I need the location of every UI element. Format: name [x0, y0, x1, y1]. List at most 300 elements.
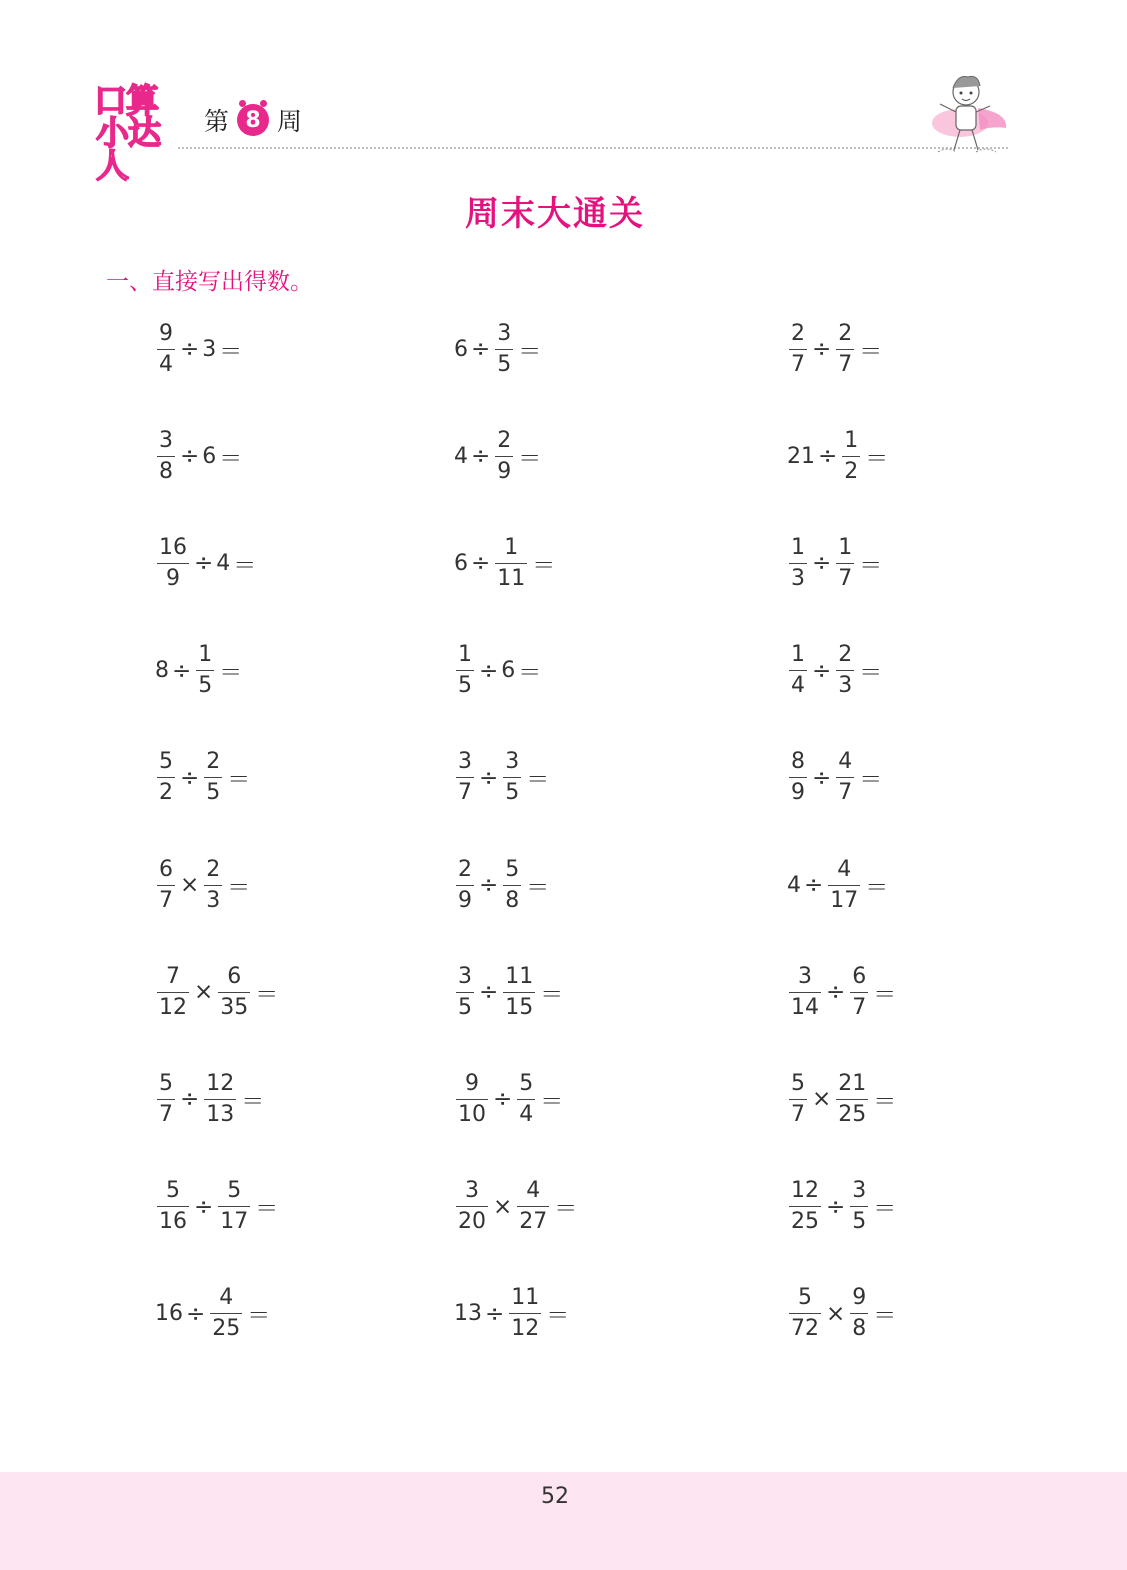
- denominator: 5: [505, 780, 520, 806]
- numerator: 6: [852, 963, 867, 989]
- problem-10-3: [786, 1284, 898, 1344]
- fraction: [503, 857, 521, 914]
- equals-sign: ＝: [865, 445, 889, 472]
- problem-4-3: [786, 641, 884, 701]
- fraction: [210, 1285, 242, 1342]
- problem-10-2: [453, 1284, 571, 1344]
- fraction-bar: [789, 777, 807, 778]
- fraction-bar: [509, 1313, 541, 1314]
- denominator: 4: [791, 673, 805, 699]
- equals-sign: ＝: [526, 874, 550, 901]
- equals-sign: ＝: [518, 445, 542, 472]
- problem-9-2: [453, 1177, 579, 1237]
- multiply-sign: ×: [493, 1193, 513, 1220]
- numerator: 1: [838, 534, 853, 560]
- denominator: 8: [852, 1316, 867, 1342]
- denominator: 25: [838, 1101, 867, 1127]
- equals-sign: ＝: [247, 1303, 271, 1330]
- fraction: [517, 1178, 549, 1235]
- logo-line-2: 小达人: [96, 113, 160, 185]
- problem-2-2: [453, 426, 543, 486]
- divide-sign: ÷: [804, 872, 824, 898]
- numerator: 2: [458, 856, 472, 882]
- whole-number: 6: [454, 336, 468, 362]
- fraction-bar: [789, 349, 807, 350]
- equals-sign: ＝: [859, 338, 883, 365]
- week-prefix: 第: [204, 107, 230, 136]
- fraction-bar: [157, 885, 175, 886]
- denominator: 5: [852, 1209, 867, 1235]
- whole-number: 6: [501, 658, 516, 684]
- fraction: [456, 857, 474, 914]
- numerator: 1: [791, 534, 805, 560]
- numerator: 3: [852, 1178, 867, 1204]
- problem-5-1: [154, 748, 252, 808]
- equals-sign: ＝: [526, 767, 550, 794]
- denominator: 7: [838, 351, 853, 377]
- fraction-bar: [210, 1313, 242, 1314]
- whole-number: 4: [787, 872, 801, 898]
- divide-sign: ÷: [812, 550, 832, 577]
- fraction-bar: [836, 670, 854, 671]
- denominator: 3: [206, 887, 221, 913]
- fraction: [789, 535, 807, 592]
- fraction-bar: [196, 670, 214, 671]
- divide-sign: ÷: [194, 1193, 214, 1220]
- multiply-sign: ×: [194, 979, 214, 1006]
- fraction-bar: [836, 349, 854, 350]
- numerator: 2: [206, 856, 221, 882]
- fraction-bar: [503, 992, 535, 993]
- fraction-bar: [789, 1206, 821, 1207]
- denominator: 14: [791, 994, 819, 1020]
- problem-5-2: [453, 748, 551, 808]
- denominator: 5: [458, 994, 472, 1020]
- fraction: [789, 642, 807, 699]
- problem-9-1: [154, 1177, 280, 1237]
- fraction-bar: [456, 885, 474, 886]
- problem-2-1: [154, 426, 244, 486]
- denominator: 13: [206, 1101, 235, 1127]
- fraction: [204, 1071, 236, 1128]
- fraction-bar: [517, 1099, 535, 1100]
- fraction: [850, 1285, 868, 1342]
- denominator: 4: [159, 351, 173, 377]
- fraction: [789, 1071, 807, 1128]
- numerator: 5: [159, 1070, 173, 1096]
- fraction: [495, 428, 513, 485]
- numerator: 5: [791, 1070, 805, 1096]
- multiply-sign: ×: [180, 872, 200, 898]
- equals-sign: ＝: [873, 981, 897, 1008]
- fraction: [789, 1178, 821, 1235]
- whole-number: 4: [454, 443, 468, 469]
- denominator: 7: [791, 351, 805, 377]
- problem-4-2: [453, 641, 543, 701]
- fraction: [157, 1071, 175, 1128]
- problem-6-3: [786, 855, 890, 915]
- equals-sign: ＝: [219, 338, 243, 365]
- equals-sign: ＝: [241, 1088, 265, 1115]
- fraction: [789, 964, 821, 1021]
- denominator: 9: [497, 458, 512, 484]
- denominator: 9: [458, 887, 472, 913]
- denominator: 7: [838, 780, 853, 806]
- divide-sign: ÷: [818, 443, 838, 470]
- whole-number: 21: [787, 443, 815, 469]
- denominator: 7: [791, 1101, 805, 1127]
- numerator: 12: [791, 1178, 819, 1204]
- denominator: 72: [791, 1316, 819, 1342]
- problem-7-2: [453, 962, 565, 1022]
- fraction: [850, 964, 868, 1021]
- denominator: 5: [497, 351, 512, 377]
- fraction: [157, 749, 175, 806]
- fraction-bar: [157, 456, 175, 457]
- denominator: 8: [159, 458, 173, 484]
- numerator: 3: [458, 963, 472, 989]
- numerator: 1: [504, 534, 519, 560]
- fraction: [157, 964, 189, 1021]
- fraction: [218, 964, 250, 1021]
- fraction: [517, 1071, 535, 1128]
- denominator: 7: [852, 994, 867, 1020]
- multiply-sign: ×: [812, 1086, 832, 1113]
- fraction-bar: [456, 670, 474, 671]
- denominator: 15: [505, 994, 534, 1020]
- numerator: 3: [798, 963, 812, 989]
- equals-sign: ＝: [859, 660, 883, 687]
- fraction: [850, 1178, 868, 1235]
- fraction: [157, 857, 175, 914]
- fraction-bar: [157, 1099, 175, 1100]
- equals-sign: ＝: [219, 445, 243, 472]
- equals-sign: ＝: [227, 874, 251, 901]
- numerator: 4: [526, 1178, 541, 1204]
- denominator: 8: [505, 887, 520, 913]
- fraction-bar: [456, 992, 474, 993]
- fraction-bar: [517, 1206, 549, 1207]
- divide-sign: ÷: [812, 657, 832, 684]
- numerator: 16: [159, 534, 187, 560]
- numerator: 2: [791, 320, 805, 346]
- equals-sign: ＝: [255, 1196, 279, 1223]
- equals-sign: ＝: [859, 552, 883, 579]
- numerator: 6: [159, 856, 173, 882]
- problem-5-3: [786, 748, 884, 808]
- denominator: 2: [159, 780, 173, 806]
- fraction: [157, 535, 189, 592]
- fraction-bar: [836, 563, 854, 564]
- numerator: 3: [458, 749, 472, 775]
- fraction-bar: [218, 1206, 250, 1207]
- fraction-bar: [836, 1099, 868, 1100]
- numerator: 3: [465, 1178, 479, 1204]
- fraction-bar: [456, 1206, 488, 1207]
- problem-3-2: [453, 533, 557, 593]
- divide-sign: ÷: [485, 1300, 505, 1327]
- numerator: 4: [838, 749, 853, 775]
- problem-9-3: [786, 1177, 898, 1237]
- fraction-bar: [204, 777, 222, 778]
- fraction: [456, 642, 474, 699]
- numerator: 7: [166, 963, 180, 989]
- equals-sign: ＝: [518, 338, 542, 365]
- whole-number: 13: [454, 1301, 482, 1327]
- fraction: [503, 749, 521, 806]
- fraction: [157, 1178, 189, 1235]
- divide-sign: ÷: [180, 336, 200, 362]
- fraction: [509, 1285, 541, 1342]
- divide-sign: ÷: [186, 1300, 206, 1327]
- problem-6-1: [154, 855, 252, 915]
- numerator: 11: [505, 963, 534, 989]
- equals-sign: ＝: [518, 660, 542, 687]
- denominator: 4: [519, 1101, 534, 1127]
- divide-sign: ÷: [479, 764, 499, 791]
- page-title: 周末大通关: [465, 194, 645, 234]
- equals-sign: ＝: [873, 1088, 897, 1115]
- equals-sign: ＝: [865, 874, 889, 901]
- numerator: 1: [458, 642, 472, 668]
- problem-3-1: [154, 533, 258, 593]
- divide-sign: ÷: [194, 550, 214, 577]
- divide-sign: ÷: [180, 1086, 200, 1113]
- divide-sign: ÷: [479, 979, 499, 1006]
- numerator: 9: [852, 1285, 867, 1311]
- whole-number: 16: [155, 1301, 183, 1327]
- week-suffix: 周: [277, 107, 303, 136]
- numerator: 5: [227, 1178, 242, 1204]
- numerator: 6: [227, 963, 242, 989]
- week-number-badge: 8: [237, 104, 269, 136]
- denominator: 16: [159, 1209, 187, 1235]
- fraction: [836, 749, 854, 806]
- fraction-bar: [157, 349, 175, 350]
- fraction: [495, 535, 527, 592]
- problem-8-2: [453, 1069, 565, 1129]
- denominator: 12: [511, 1316, 540, 1342]
- logo-line-1: 口算: [94, 81, 158, 120]
- mascot-illustration: [918, 68, 1018, 160]
- problem-7-1: [154, 962, 280, 1022]
- denominator: 35: [220, 994, 249, 1020]
- fraction: [836, 535, 854, 592]
- numerator: 5: [798, 1285, 812, 1311]
- denominator: 9: [791, 780, 805, 806]
- fraction-bar: [836, 777, 854, 778]
- fraction: [842, 428, 860, 485]
- denominator: 7: [159, 887, 173, 913]
- fraction-bar: [456, 1099, 488, 1100]
- numerator: 2: [497, 427, 512, 453]
- fraction-bar: [789, 670, 807, 671]
- denominator: 27: [519, 1209, 548, 1235]
- fraction-bar: [204, 1099, 236, 1100]
- numerator: 2: [838, 642, 853, 668]
- fraction: [456, 964, 474, 1021]
- fraction: [456, 749, 474, 806]
- equals-sign: ＝: [255, 981, 279, 1008]
- equals-sign: ＝: [227, 767, 251, 794]
- numerator: 3: [505, 749, 520, 775]
- divide-sign: ÷: [479, 657, 499, 684]
- fraction: [836, 642, 854, 699]
- fraction: [157, 321, 175, 378]
- denominator: 10: [458, 1101, 486, 1127]
- denominator: 20: [458, 1209, 486, 1235]
- fraction: [456, 1071, 488, 1128]
- fraction-bar: [503, 777, 521, 778]
- equals-sign: ＝: [873, 1196, 897, 1223]
- denominator: 17: [830, 887, 859, 913]
- numerator: 11: [511, 1285, 540, 1311]
- fraction-bar: [850, 992, 868, 993]
- fraction: [456, 1178, 488, 1235]
- denominator: 17: [220, 1209, 249, 1235]
- denominator: 5: [206, 780, 221, 806]
- equals-sign: ＝: [540, 981, 564, 1008]
- fraction: [204, 857, 222, 914]
- divide-sign: ÷: [826, 979, 846, 1006]
- equals-sign: ＝: [219, 660, 243, 687]
- numerator: 4: [837, 856, 852, 882]
- numerator: 5: [159, 749, 173, 775]
- fraction-bar: [789, 563, 807, 564]
- fraction-bar: [850, 1313, 868, 1314]
- numerator: 12: [206, 1070, 235, 1096]
- denominator: 11: [497, 565, 526, 591]
- fraction-bar: [789, 992, 821, 993]
- divide-sign: ÷: [180, 764, 200, 791]
- numerator: 9: [159, 320, 173, 346]
- fraction: [789, 749, 807, 806]
- denominator: 25: [212, 1316, 241, 1342]
- divide-sign: ÷: [826, 1193, 846, 1220]
- fraction-bar: [850, 1206, 868, 1207]
- problem-8-1: [154, 1069, 266, 1129]
- denominator: 3: [838, 673, 853, 699]
- equals-sign: ＝: [554, 1196, 578, 1223]
- section-heading: 一、直接写出得数。: [106, 269, 313, 295]
- fraction: [495, 321, 513, 378]
- fraction: [836, 1071, 868, 1128]
- denominator: 7: [838, 565, 853, 591]
- problem-2-3: [786, 426, 890, 486]
- week-label: [204, 102, 302, 138]
- divide-sign: ÷: [180, 443, 200, 470]
- equals-sign: ＝: [546, 1303, 570, 1330]
- fraction: [196, 642, 214, 699]
- denominator: 9: [166, 565, 180, 591]
- numerator: 2: [206, 749, 221, 775]
- divide-sign: ÷: [479, 872, 499, 898]
- fraction-bar: [789, 1313, 821, 1314]
- denominator: 3: [791, 565, 805, 591]
- numerator: 9: [465, 1070, 479, 1096]
- numerator: 5: [505, 856, 520, 882]
- fraction: [218, 1178, 250, 1235]
- header-divider: [178, 147, 1008, 149]
- fraction-bar: [503, 885, 521, 886]
- numerator: 2: [838, 320, 853, 346]
- numerator: 5: [519, 1070, 534, 1096]
- fraction: [836, 321, 854, 378]
- divide-sign: ÷: [493, 1086, 513, 1113]
- problem-8-3: [786, 1069, 898, 1129]
- problem-10-1: [154, 1284, 272, 1344]
- problem-4-1: [154, 641, 244, 701]
- whole-number: 6: [202, 443, 217, 469]
- equals-sign: ＝: [859, 767, 883, 794]
- numerator: 1: [844, 427, 859, 453]
- fraction-bar: [456, 777, 474, 778]
- fraction-bar: [157, 563, 189, 564]
- denominator: 7: [458, 780, 472, 806]
- problem-1-2: [453, 319, 543, 379]
- fraction: [789, 1285, 821, 1342]
- problem-3-3: [786, 533, 884, 593]
- denominator: 5: [458, 673, 472, 699]
- whole-number: 3: [202, 336, 217, 362]
- denominator: 12: [159, 994, 187, 1020]
- page-number: 52: [541, 1484, 569, 1509]
- problem-1-3: [786, 319, 884, 379]
- problem-7-3: [786, 962, 898, 1022]
- fraction-bar: [157, 1206, 189, 1207]
- numerator: 21: [838, 1070, 867, 1096]
- whole-number: 4: [216, 550, 231, 576]
- divide-sign: ÷: [471, 550, 491, 577]
- numerator: 4: [219, 1285, 234, 1311]
- divide-sign: ÷: [471, 443, 491, 470]
- fraction-bar: [495, 456, 513, 457]
- fraction-bar: [495, 349, 513, 350]
- numerator: 8: [791, 749, 805, 775]
- fraction-bar: [157, 777, 175, 778]
- divide-sign: ÷: [812, 336, 832, 362]
- denominator: 5: [198, 673, 213, 699]
- whole-number: 6: [454, 550, 468, 576]
- numerator: 3: [497, 320, 512, 346]
- divide-sign: ÷: [172, 657, 192, 684]
- whole-number: 8: [155, 658, 169, 684]
- numerator: 3: [159, 427, 173, 453]
- fraction: [157, 428, 175, 485]
- problem-1-1: [154, 319, 244, 379]
- equals-sign: ＝: [532, 552, 556, 579]
- fraction-bar: [204, 885, 222, 886]
- numerator: 1: [791, 642, 805, 668]
- denominator: 7: [159, 1101, 173, 1127]
- fraction-bar: [789, 1099, 807, 1100]
- denominator: 25: [791, 1209, 819, 1235]
- denominator: 2: [844, 458, 859, 484]
- problem-6-2: [453, 855, 551, 915]
- fraction: [828, 857, 860, 914]
- fraction: [204, 749, 222, 806]
- fraction-bar: [828, 885, 860, 886]
- divide-sign: ÷: [812, 764, 832, 791]
- fraction-bar: [218, 992, 250, 993]
- fraction-bar: [842, 456, 860, 457]
- fraction-bar: [157, 992, 189, 993]
- brand-logo: [94, 81, 180, 185]
- equals-sign: ＝: [540, 1088, 564, 1115]
- equals-sign: ＝: [233, 552, 257, 579]
- numerator: 5: [166, 1178, 180, 1204]
- equals-sign: ＝: [873, 1303, 897, 1330]
